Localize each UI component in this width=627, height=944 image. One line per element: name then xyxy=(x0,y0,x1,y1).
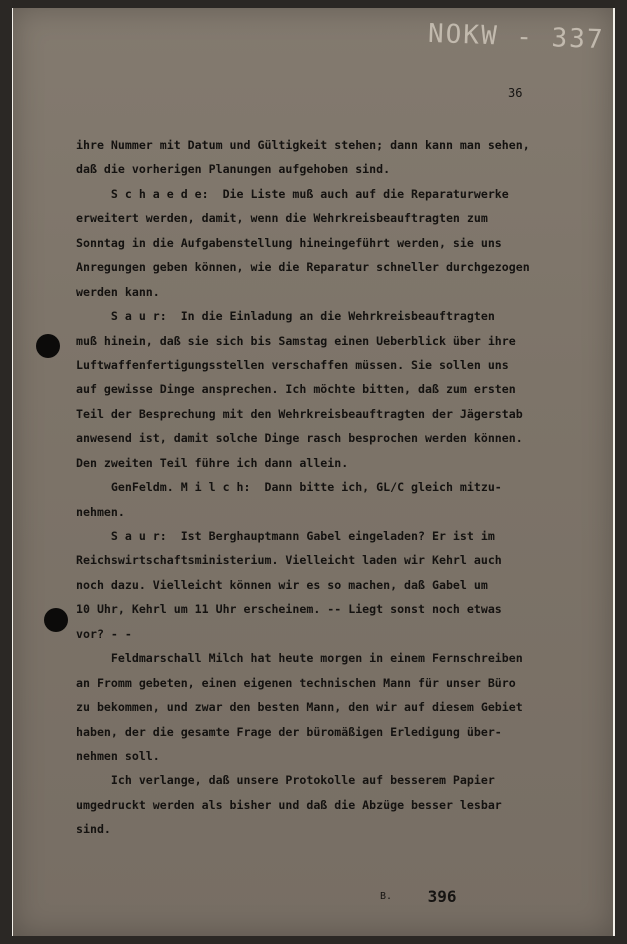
text-line: vor? - - xyxy=(76,626,132,641)
text-line: Reichswirtschaftsministerium. Vielleicht laden wir Kehrl auch xyxy=(76,553,502,568)
text-line: Anregungen geben können, wie die Reparatur schneller durchgezogen xyxy=(76,260,530,275)
text-line: nehmen. xyxy=(76,504,125,519)
text-line: S a u r: In die Einladung an die Wehrkreisbeauftragten xyxy=(76,309,495,324)
text-line: sind. xyxy=(76,822,111,837)
text-line: GenFeldm. M i l c h: Dann bitte ich, GL/C gleich mitzu- xyxy=(76,480,502,495)
text-line: daß die vorherigen Planungen aufgehoben sind. xyxy=(76,162,391,177)
punch-hole-upper xyxy=(36,334,60,358)
text-line: auf gewisse Dinge ansprechen. Ich möchte bitten, daß zum ersten xyxy=(76,382,516,397)
text-line: S c h a e d e: Die Liste muß auch auf die Reparaturwerke xyxy=(76,186,509,201)
document-body xyxy=(76,133,596,842)
text-line: muß hinein, daß sie sich bis Samstag einen Ueberblick über ihre xyxy=(76,333,516,348)
text-line: Den zweiten Teil führe ich dann allein. xyxy=(76,455,349,470)
text-line: umgedruckt werden als bisher und daß die Abzüge besser lesbar xyxy=(76,797,502,812)
text-line: an Fromm gebeten, einen eigenen technischen Mann für unser Büro xyxy=(76,675,516,690)
scan-frame-bottom xyxy=(0,936,627,944)
text-line: Luftwaffenfertigungsstellen verschaffen müssen. Sie sollen uns xyxy=(76,357,509,372)
text-line: Teil der Besprechung mit den Wehrkreisbeauftragten der Jägerstab xyxy=(76,406,523,421)
stamp-mark: B. xyxy=(380,891,393,902)
text-line: noch dazu. Vielleicht können wir es so machen, daß Gabel um xyxy=(76,577,488,592)
text-line: werden kann. xyxy=(76,284,160,299)
text-line: Feldmarschall Milch hat heute morgen in einem Fernschreiben xyxy=(76,651,523,666)
text-line: nehmen soll. xyxy=(76,748,160,763)
scan-frame-top xyxy=(0,0,627,8)
scan-frame-left xyxy=(0,0,12,944)
text-line: haben, der die gesamte Frage der büromäßigen Erledigung über- xyxy=(76,724,502,739)
text-line: Sonntag in die Aufgabenstellung hineingeführt werden, sie uns xyxy=(76,235,502,250)
text-line: anwesend ist, damit solche Dinge rasch besprochen werden können. xyxy=(76,431,523,446)
stamp-number: 396 xyxy=(427,887,457,906)
scan-frame-right xyxy=(615,0,627,944)
archive-mark: NOKW - 337 xyxy=(427,18,606,56)
text-line: erweitert werden, damit, wenn die Wehrkreisbeauftragten zum xyxy=(76,211,488,226)
punch-hole-lower xyxy=(44,608,68,632)
archive-stamp xyxy=(380,886,457,906)
text-line: zu bekommen, und zwar den besten Mann, den wir auf diesem Gebiet xyxy=(76,700,523,715)
page-number: 36 xyxy=(508,86,523,100)
text-line: ihre Nummer mit Datum und Gültigkeit stehen; dann kann man sehen, xyxy=(76,138,530,152)
text-line: Ich verlange, daß unsere Protokolle auf besserem Papier xyxy=(76,773,495,788)
text-line: S a u r: Ist Berghauptmann Gabel eingeladen? Er ist im xyxy=(76,529,495,543)
text-line: 10 Uhr, Kehrl um 11 Uhr erscheinem. -- Liegt sonst noch etwas xyxy=(76,602,502,617)
